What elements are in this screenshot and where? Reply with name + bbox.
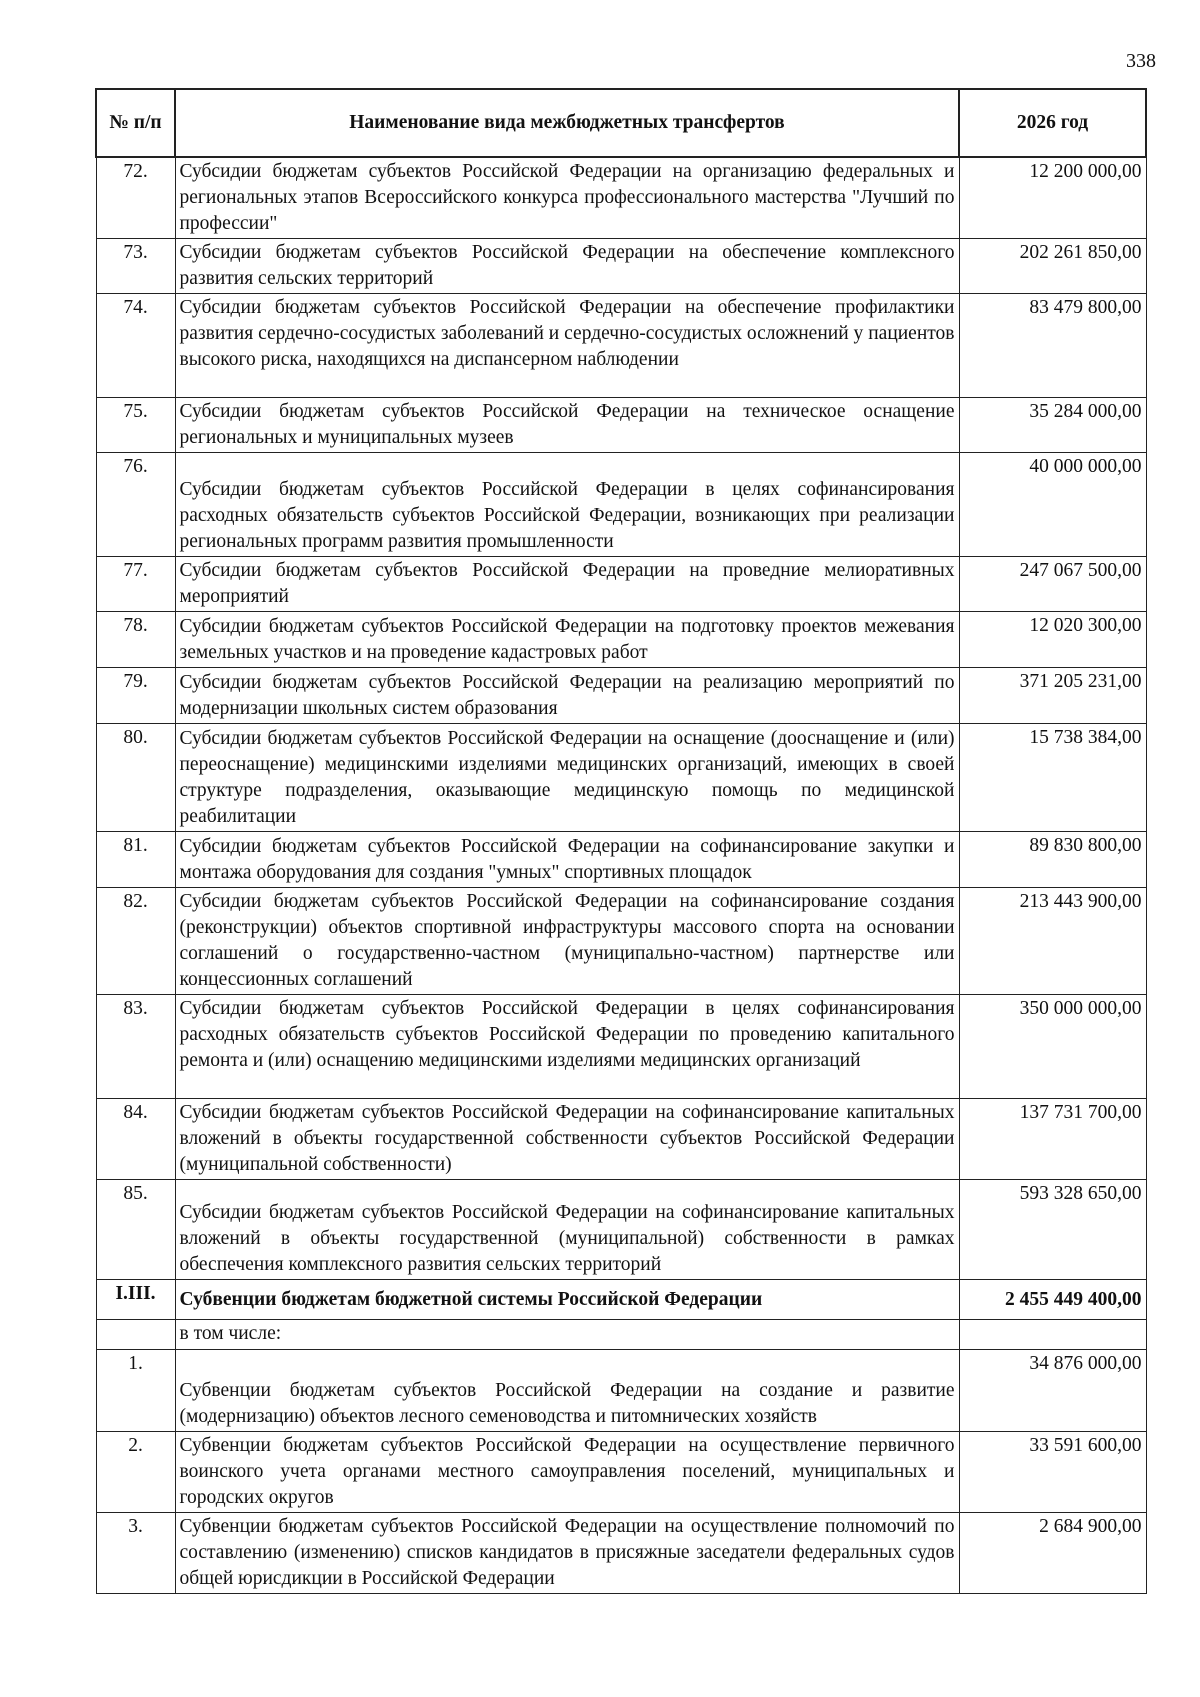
row-amount: 213 443 900,00 xyxy=(959,888,1146,995)
row-amount: 12 200 000,00 xyxy=(959,157,1146,239)
row-number: 85. xyxy=(96,1180,175,1280)
row-amount: 350 000 000,00 xyxy=(959,995,1146,1099)
row-name: Субсидии бюджетам субъектов Российской Федерации на софинансирование капитальных вложений в объекты государственной (муниципальной) собственности в рамках обеспечения комплексного развития сельских территорий xyxy=(175,1180,959,1280)
table-row xyxy=(96,294,1146,398)
row-number: 82. xyxy=(96,888,175,995)
table-row xyxy=(96,1099,1146,1180)
row-name: Субсидии бюджетам субъектов Российской Федерации на обеспечение комплексного развития сельских территорий xyxy=(175,239,959,294)
row-number: 2. xyxy=(96,1432,175,1513)
row-name: Субсидии бюджетам субъектов Российской Федерации в целях софинансирования расходных обязательств субъектов Российской Федерации по проведению капитального ремонта и (или) оснащению медицинскими изделиями медицинских организаций xyxy=(175,995,959,1099)
row-name: Субсидии бюджетам субъектов Российской Федерации на софинансирование закупки и монтажа оборудования для создания "умных" спортивных площадок xyxy=(175,832,959,888)
row-amount: 89 830 800,00 xyxy=(959,832,1146,888)
row-name: Субсидии бюджетам субъектов Российской Федерации на проведние мелиоративных мероприятий xyxy=(175,557,959,612)
row-amount: 33 591 600,00 xyxy=(959,1432,1146,1513)
table-row xyxy=(96,453,1146,557)
table-row xyxy=(96,157,1146,239)
table-row xyxy=(96,239,1146,294)
including-amount-cell xyxy=(959,1320,1146,1350)
row-name: Субсидии бюджетам субъектов Российской Федерации на подготовку проектов межевания земельных участков и на проведение кадастровых работ xyxy=(175,612,959,668)
row-number: 77. xyxy=(96,557,175,612)
row-name: Субсидии бюджетам субъектов Российской Федерации в целях софинансирования расходных обязательств субъектов Российской Федерации, возникающих при реализации региональных программ развития промышленности xyxy=(175,453,959,557)
row-number: 81. xyxy=(96,832,175,888)
row-number: 80. xyxy=(96,724,175,832)
row-number: 84. xyxy=(96,1099,175,1180)
table-row xyxy=(96,398,1146,453)
row-amount: 40 000 000,00 xyxy=(959,453,1146,557)
table-row xyxy=(96,1350,1146,1432)
table-row xyxy=(96,1432,1146,1513)
table-row xyxy=(96,1513,1146,1594)
section-row xyxy=(96,1280,1146,1320)
header-number: № п/п xyxy=(96,89,175,157)
row-amount: 83 479 800,00 xyxy=(959,294,1146,398)
row-name: Субсидии бюджетам субъектов Российской Федерации на оснащение (дооснащение и (или) переоснащение) медицинскими изделиями медицинских организаций, имеющих в своей структуре подразделения, оказывающие медицинскую помощь по медицинской реабилитации xyxy=(175,724,959,832)
row-amount: 371 205 231,00 xyxy=(959,668,1146,724)
section-number: I.III. xyxy=(96,1280,175,1320)
row-number: 1. xyxy=(96,1350,175,1432)
row-number: 75. xyxy=(96,398,175,453)
section-name: Субвенции бюджетам бюджетной системы Российской Федерации xyxy=(175,1280,959,1320)
row-number: 73. xyxy=(96,239,175,294)
including-row xyxy=(96,1320,1146,1350)
table-row xyxy=(96,1180,1146,1280)
row-amount: 2 684 900,00 xyxy=(959,1513,1146,1594)
header-year: 2026 год xyxy=(959,89,1146,157)
row-name: Субвенции бюджетам субъектов Российской Федерации на создание и развитие (модернизацию) объектов лесного семеноводства и питомнических хозяйств xyxy=(175,1350,959,1432)
row-name: Субсидии бюджетам субъектов Российской Федерации на организацию федеральных и региональных этапов Всероссийского конкурса профессионального мастерства "Лучший по профессии" xyxy=(175,157,959,239)
table-row xyxy=(96,668,1146,724)
row-name: Субсидии бюджетам субъектов Российской Федерации на обеспечение профилактики развития сердечно-сосудистых заболеваний и сердечно-сосудистых осложнений у пациентов высокого риска, находящихся на диспансерном наблюдении xyxy=(175,294,959,398)
transfers-table xyxy=(95,88,1147,1594)
row-amount: 247 067 500,00 xyxy=(959,557,1146,612)
row-name: Субсидии бюджетам субъектов Российской Федерации на софинансирование капитальных вложений в объекты государственной собственности субъектов Российской Федерации (муниципальной собственности) xyxy=(175,1099,959,1180)
row-amount: 35 284 000,00 xyxy=(959,398,1146,453)
row-amount: 15 738 384,00 xyxy=(959,724,1146,832)
row-number: 74. xyxy=(96,294,175,398)
table-row xyxy=(96,832,1146,888)
row-number: 83. xyxy=(96,995,175,1099)
row-number: 72. xyxy=(96,157,175,239)
row-number: 79. xyxy=(96,668,175,724)
table-row xyxy=(96,888,1146,995)
table-row xyxy=(96,724,1146,832)
row-name: Субсидии бюджетам субъектов Российской Федерации на реализацию мероприятий по модернизации школьных систем образования xyxy=(175,668,959,724)
row-number: 78. xyxy=(96,612,175,668)
row-number: 3. xyxy=(96,1513,175,1594)
row-amount: 202 261 850,00 xyxy=(959,239,1146,294)
header-name: Наименование вида межбюджетных трансфертов xyxy=(175,89,959,157)
row-amount: 137 731 700,00 xyxy=(959,1099,1146,1180)
row-amount: 34 876 000,00 xyxy=(959,1350,1146,1432)
including-label: в том числе: xyxy=(175,1320,959,1350)
row-number: 76. xyxy=(96,453,175,557)
row-name: Субвенции бюджетам субъектов Российской Федерации на осуществление полномочий по составлению (изменению) списков кандидатов в присяжные заседатели федеральных судов общей юрисдикции в Российской Федерации xyxy=(175,1513,959,1594)
table-header-row xyxy=(96,89,1146,157)
table-row xyxy=(96,557,1146,612)
including-number-cell xyxy=(96,1320,175,1350)
row-name: Субсидии бюджетам субъектов Российской Федерации на софинансирование создания (реконструкции) объектов спортивной инфраструктуры массового спорта на основании соглашений о государственно-частном (муниципально-частном) партнерстве или концессионных соглашений xyxy=(175,888,959,995)
section-amount: 2 455 449 400,00 xyxy=(959,1280,1146,1320)
row-name: Субвенции бюджетам субъектов Российской Федерации на осуществление первичного воинского учета органами местного самоуправления поселений, муниципальных и городских округов xyxy=(175,1432,959,1513)
table-row xyxy=(96,995,1146,1099)
row-amount: 593 328 650,00 xyxy=(959,1180,1146,1280)
row-amount: 12 020 300,00 xyxy=(959,612,1146,668)
page-number: 338 xyxy=(1126,50,1156,72)
row-name: Субсидии бюджетам субъектов Российской Федерации на техническое оснащение региональных и муниципальных музеев xyxy=(175,398,959,453)
table-row xyxy=(96,612,1146,668)
